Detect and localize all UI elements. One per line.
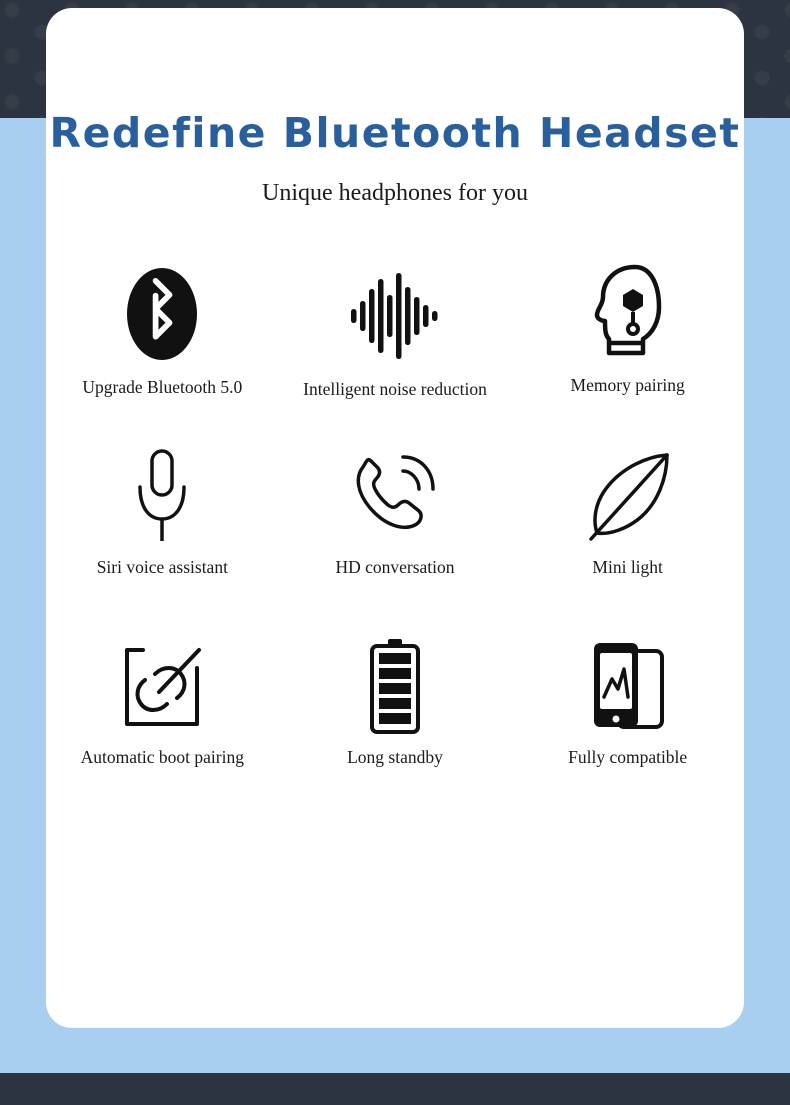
page-subtitle: Unique headphones for you bbox=[262, 180, 528, 206]
feature-grid bbox=[46, 251, 744, 817]
feature-item-hd-conversation bbox=[279, 441, 512, 627]
battery-icon bbox=[368, 631, 422, 743]
feature-label: Memory pairing bbox=[570, 375, 685, 395]
feature-item-siri bbox=[46, 441, 279, 627]
memory-head-icon bbox=[591, 251, 665, 371]
feature-label: Intelligent noise reduction bbox=[303, 379, 487, 399]
feature-label: Upgrade Bluetooth 5.0 bbox=[82, 377, 243, 397]
feature-label: Fully compatible bbox=[568, 747, 688, 767]
bottom-dark-band bbox=[0, 1073, 790, 1105]
feature-item-memory-pairing bbox=[511, 251, 744, 437]
feature-item-noise-reduction bbox=[279, 251, 512, 437]
devices-compatible-icon bbox=[588, 631, 668, 743]
feature-card bbox=[46, 8, 744, 1028]
feature-label: Long standby bbox=[347, 747, 443, 767]
feather-icon bbox=[583, 441, 673, 553]
feature-label: Automatic boot pairing bbox=[80, 747, 244, 767]
feature-item-long-standby bbox=[279, 631, 512, 817]
feature-item-bluetooth bbox=[46, 251, 279, 437]
microphone-icon bbox=[132, 441, 192, 553]
feature-label: Siri voice assistant bbox=[96, 557, 228, 577]
feature-item-fully-compatible bbox=[511, 631, 744, 817]
bluetooth-icon bbox=[125, 251, 199, 373]
page-title: Redefine Bluetooth Headset bbox=[49, 109, 741, 157]
audio-waveform-icon bbox=[351, 251, 439, 375]
phone-call-icon bbox=[347, 441, 443, 553]
feature-label: HD conversation bbox=[335, 557, 455, 577]
feature-item-mini-light bbox=[511, 441, 744, 627]
feature-item-auto-boot-pairing bbox=[46, 631, 279, 817]
feature-label: Mini light bbox=[592, 557, 663, 577]
link-square-icon bbox=[119, 631, 205, 743]
